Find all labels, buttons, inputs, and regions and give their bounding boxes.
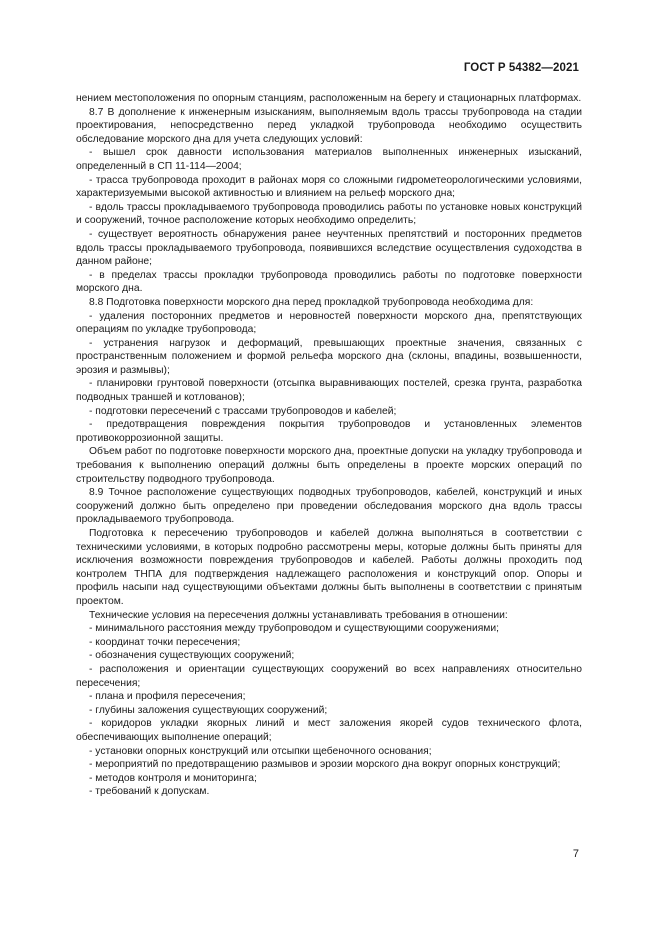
list-item: - минимального расстояния между трубопроводом и существующими сооружениями; — [89, 623, 499, 635]
paragraph: нением местоположения по опорным станциям, расположенным на берегу и стационарных платформах. — [76, 93, 582, 104]
list-item: - вдоль трассы прокладываемого трубопровода проводились работы по установке новых конструкций и сооружений, точное расположение которых необходимо определить; — [76, 201, 582, 227]
page-number: 7 — [572, 848, 579, 860]
paragraph: Технические условия на пересечения должны устанавливать требования в отношении: — [89, 609, 508, 621]
list-item: - методов контроля и мониторинга; — [89, 772, 257, 784]
paragraph: Подготовка к пересечению трубопроводов и кабелей должна выполняться в соответствии с техническими условиями, в которых подробно рассмотрены меры, которые должны быть приняты для исключения возможности повреждения трубопроводов и кабелей. Работы должны проходить под контролем ТНПА для подтверждения надлежащего расположения и конструкций опор. Опоры и профиль насыпи над существующими объектами должны быть выполнены в соответствии с принятым проектом. — [76, 528, 582, 607]
list-item: - планировки грунтовой поверхности (отсыпка выравнивающих постелей, срезка грунта, разработка подводных траншей и котлованов); — [76, 378, 582, 404]
list-item: - обозначения существующих сооружений; — [89, 650, 295, 662]
list-item: - установки опорных конструкций или отсыпки щебеночного основания; — [89, 745, 432, 757]
list-item: - вышел срок давности использования материалов выполненных инженерных изысканий, определенный в СП 11-114—2004; — [76, 147, 582, 172]
paragraph: Объем работ по подготовке поверхности морского дна, проектные допуски на укладку трубопровода и требования к выполнению операций должны быть определены в проекте морских операций по строительству подводного трубопровода. — [76, 446, 582, 485]
list-item: - трасса трубопровода проходит в районах моря со сложными гидрометеорологическими условиями, характеризуемыми высокой активностью и влиянием на рельеф морского дна; — [76, 174, 582, 200]
list-item: - удаления посторонних предметов и неровностей поверхности морского дна, препятствующих операциям по укладке трубопровода; — [76, 310, 582, 336]
list-item: - координат точки пересечения; — [89, 636, 241, 648]
list-item: - подготовки пересечений с трассами трубопроводов и кабелей; — [89, 405, 397, 417]
document-header: ГОСТ Р 54382—2021 — [463, 62, 579, 74]
list-item: - в пределах трассы прокладки трубопровода проводились работы по подготовке поверхности морского дна. — [76, 269, 582, 295]
list-item: - устранения нагрузок и деформаций, превышающих проектные значения, связанных с пространственным положением и формой рельефа морского дна (склоны, впадины, возвышенности, эрозия и размывы); — [76, 337, 582, 376]
list-item: - предотвращения повреждения покрытия трубопроводов и установленных элементов противокоррозионной защиты. — [76, 419, 582, 444]
list-item: - требований к допускам. — [89, 786, 210, 798]
paragraph: 8.7 В дополнение к инженерным изысканиям, выполняемым вдоль трассы трубопровода на стадии проектирования, непосредственно перед укладкой трубопровода необходимо осуществить обследование морского дна для учета следующих условий: — [76, 106, 582, 145]
list-item: - расположения и ориентации существующих сооружений во всех направлениях относительно пересечения; — [76, 663, 582, 689]
paragraph: 8.9 Точное расположение существующих подводных трубопроводов, кабелей, конструкций и иных сооружений должно быть определено при проведении обследования морского дна вдоль трассы прокладываемого трубопровода. — [76, 487, 582, 526]
list-item: - мероприятий по предотвращению размывов и эрозии морского дна вокруг опорных конструкций; — [89, 759, 561, 771]
document-body — [76, 92, 582, 799]
list-item: - плана и профиля пересечения; — [89, 691, 246, 703]
paragraph: 8.8 Подготовка поверхности морского дна перед прокладкой трубопровода необходима для: — [89, 296, 534, 308]
list-item: - коридоров укладки якорных линий и мест заложения якорей судов технического флота, обеспечивающих выполнение операций; — [76, 718, 582, 743]
list-item: - глубины заложения существующих сооружений; — [89, 704, 328, 716]
list-item: - существует вероятность обнаружения ранее неучтенных препятствий и посторонних предметов вдоль трассы прокладываемого трубопровода, появившихся вследствие осуществления судоходства в данном районе; — [76, 228, 582, 268]
